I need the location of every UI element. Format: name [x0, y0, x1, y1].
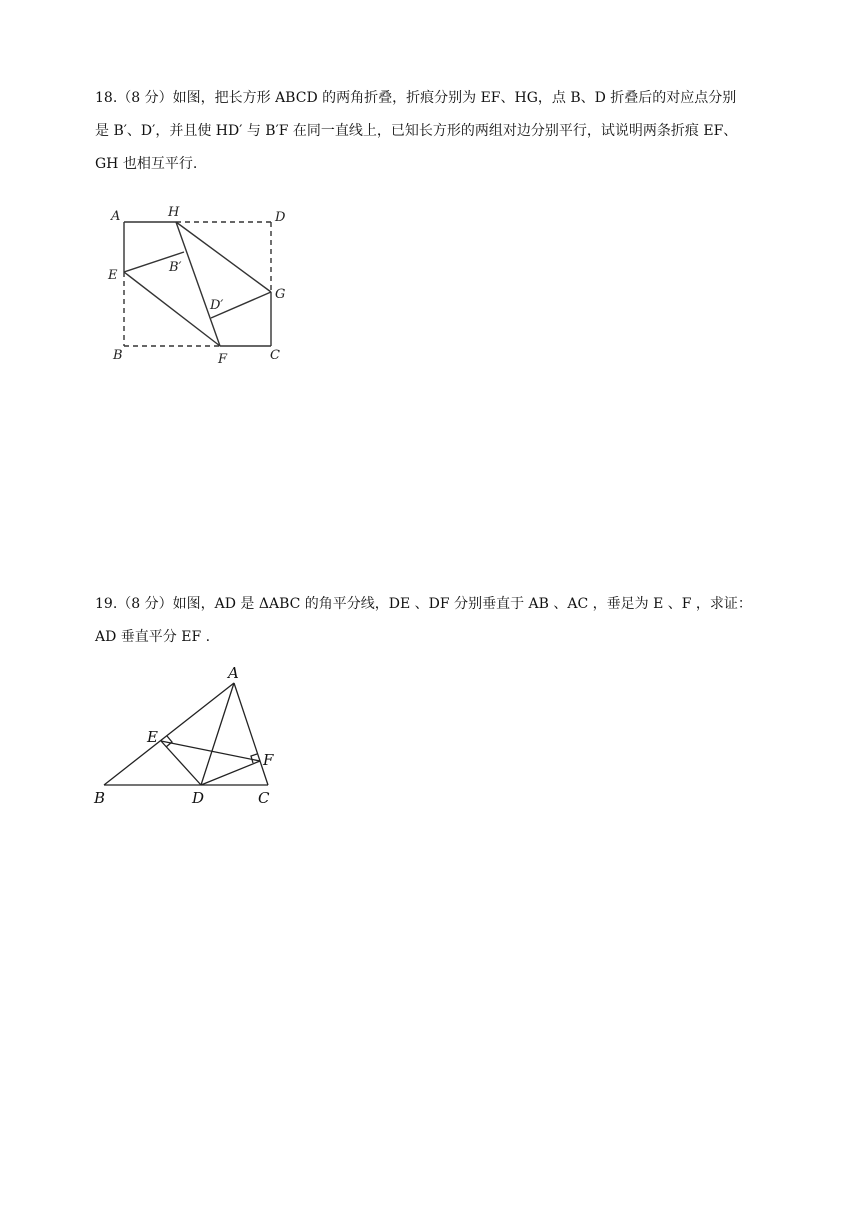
problem-19-line-2: AD 垂直平分 EF . — [95, 629, 211, 645]
label-A: A — [228, 664, 239, 682]
label-B-prime: B′ — [169, 260, 182, 275]
triangle-bisector-diagram — [88, 660, 288, 810]
label-F: F — [218, 352, 228, 367]
problem-18-figure — [100, 196, 300, 371]
label-D-prime: D′ — [210, 298, 224, 313]
label-E: E — [147, 728, 158, 746]
label-H: H — [168, 205, 180, 220]
right-angle-mark-E — [166, 736, 172, 747]
problem-19-line-1: 19.（8 分）如图，AD 是 ΔABC 的角平分线，DE 、DF 分别垂直于 AB 、AC ，垂足为 E 、F ，求证： — [95, 596, 752, 612]
problem-18-line-1: 18.（8 分）如图，把长方形 ABCD 的两角折叠，折痕分别为 EF、HG，点 B、D 折叠后的对应点分别 — [95, 90, 737, 106]
problem-18-line-3: GH 也相互平行. — [95, 156, 198, 172]
crease-EF — [124, 272, 220, 346]
side-AB — [104, 683, 234, 785]
label-C: C — [270, 348, 280, 363]
label-B: B — [94, 789, 106, 807]
label-G: G — [275, 287, 286, 302]
label-B: B — [113, 348, 123, 363]
folded-rectangle-diagram — [100, 196, 300, 371]
problem-19-figure — [88, 660, 288, 810]
right-angle-mark-F — [251, 754, 257, 763]
label-D: D — [192, 789, 205, 807]
problem-18 — [95, 82, 765, 181]
crease-HG — [176, 222, 271, 292]
label-A: A — [111, 209, 121, 224]
label-D: D — [275, 210, 286, 225]
label-E: E — [108, 268, 118, 283]
label-C: C — [258, 789, 270, 807]
bisector-AD — [201, 683, 234, 785]
line-HF — [176, 222, 220, 346]
label-F: F — [263, 751, 274, 769]
problem-18-line-2: 是 B′、D′，并且使 HD′ 与 B′F 在同一直线上，已知长方形的两组对边分别平行，试说明两条折痕 EF、 — [95, 123, 738, 139]
perpendicular-DF — [201, 761, 260, 785]
problem-19 — [95, 588, 765, 654]
